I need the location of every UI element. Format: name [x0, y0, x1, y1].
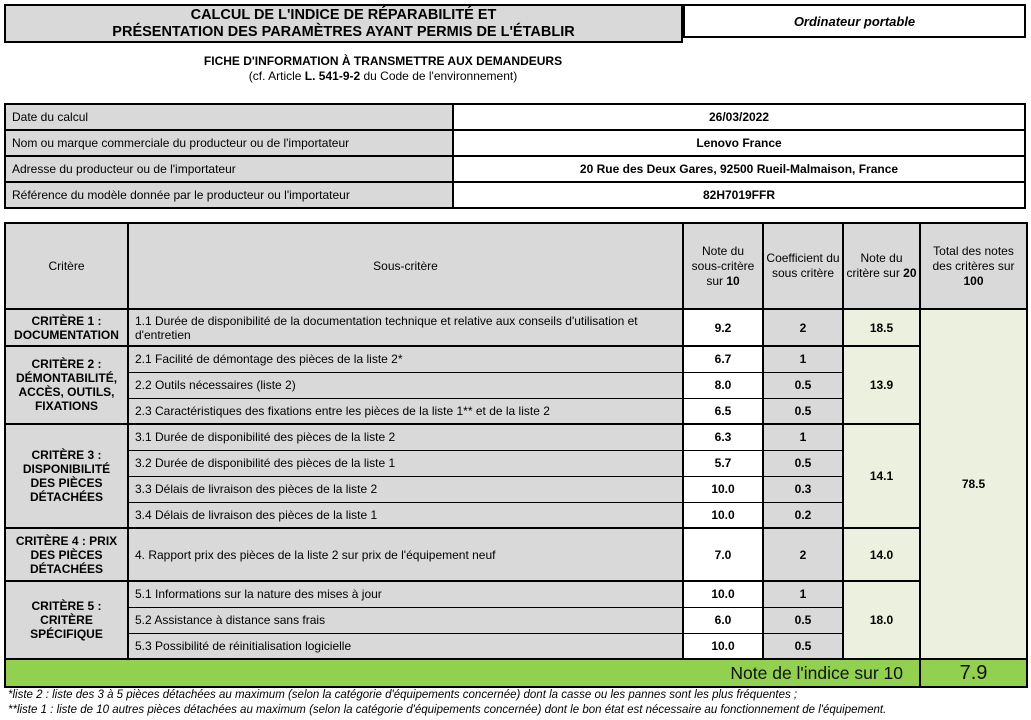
- subcriterion-3-1-label: 3.1 Durée de disponibilité des pièces de la liste 2: [128, 424, 683, 450]
- total-notes-cell: 78.5: [920, 309, 1027, 659]
- subcriterion-3-1-coef: 1: [763, 424, 843, 450]
- info-value-brand: Lenovo France: [453, 130, 1025, 156]
- criterion-2-note20: 13.9: [843, 346, 920, 424]
- subcriterion-5-3-coef: 0.5: [763, 633, 843, 659]
- subcriterion-5-2-label: 5.2 Assistance à distance sans frais: [128, 607, 683, 633]
- criterion-5-note20: 18.0: [843, 581, 920, 659]
- header-note10-value: 10: [726, 273, 740, 288]
- score-table: [4, 222, 1028, 688]
- criterion-3-note20: 14.1: [843, 424, 920, 528]
- header-sous-critere: Sous-critère: [128, 223, 683, 309]
- subcriterion-2-1-label: 2.1 Facilité de démontage des pièces de la liste 2*: [128, 346, 683, 372]
- header-total: [920, 223, 1027, 309]
- subcriterion-4-label: 4. Rapport prix des pièces de la liste 2 sur prix de l'équipement neuf: [128, 528, 683, 581]
- info-row-brand: [5, 130, 1025, 156]
- subcriterion-2-1-coef: 1: [763, 346, 843, 372]
- info-label-address: Adresse du producteur ou de l'importateur: [5, 156, 453, 182]
- criterion-2-label: CRITÈRE 2 : DÉMONTABILITÉ, ACCÈS, OUTILS, FIXATIONS: [5, 346, 128, 424]
- info-value-address: 20 Rue des Deux Gares, 92500 Rueil-Malmaison, France: [453, 156, 1025, 182]
- info-label-brand: Nom ou marque commerciale du producteur ou de l'importateur: [5, 130, 453, 156]
- subcriterion-1-1-label: 1.1 Durée de disponibilité de la documentation technique et relative aux conseils d'utilisation et d'entretien: [128, 309, 683, 346]
- subcriterion-3-4-label: 3.4 Délais de livraison des pièces de la liste 1: [128, 502, 683, 528]
- subcriterion-3-3-coef: 0.3: [763, 476, 843, 502]
- subcriterion-4-coef: 2: [763, 528, 843, 581]
- info-label-date: Date du calcul: [5, 104, 453, 130]
- subcriterion-2-2-note: 8.0: [683, 372, 763, 398]
- header-note20-text: Note du critère sur: [846, 251, 904, 280]
- subcriterion-3-2-note: 5.7: [683, 450, 763, 476]
- criterion-5-label: CRITÈRE 5 : CRITÈRE SPÉCIFIQUE: [5, 581, 128, 659]
- subcriterion-5-2-note: 6.0: [683, 607, 763, 633]
- info-row-date: [5, 104, 1025, 130]
- subtitle-line2: [0, 69, 766, 84]
- subcriterion-5-3-note: 10.0: [683, 633, 763, 659]
- subcriterion-3-3-note: 10.0: [683, 476, 763, 502]
- subcriterion-3-4-note: 10.0: [683, 502, 763, 528]
- document-title: [4, 4, 683, 43]
- subcriterion-3-1-note: 6.3: [683, 424, 763, 450]
- criterion-3-label: CRITÈRE 3 : DISPONIBILITÉ DES PIÈCES DÉTACHÉES: [5, 424, 128, 528]
- criterion-1-label: CRITÈRE 1 : DOCUMENTATION: [5, 309, 128, 346]
- row-4: [5, 528, 1027, 581]
- row-3-1: [5, 424, 1027, 450]
- footnote-liste1: **liste 1 : liste de 10 autres pièces détachées au maximum (selon la catégorie d'équipements concernée) dont le bon état est nécessaire au fonctionnement de l'équipement.: [8, 704, 887, 716]
- subcriterion-2-1-note: 6.7: [683, 346, 763, 372]
- header-note10: [683, 223, 763, 309]
- header-total-value: 100: [963, 273, 984, 288]
- header-critere: Critère: [5, 223, 128, 309]
- row-2-1: [5, 346, 1027, 372]
- subtitle-line1: FICHE D'INFORMATION À TRANSMETTRE AUX DEMANDEURS: [203, 54, 563, 68]
- subcriterion-2-3-label: 2.3 Caractéristiques des fixations entre les pièces de la liste 1** et de la liste 2: [128, 398, 683, 424]
- subcriterion-5-1-coef: 1: [763, 581, 843, 607]
- header-coefficient: Coefficient du sous critère: [763, 223, 843, 309]
- header-note10-text: Note du sous-critère sur: [691, 243, 755, 288]
- subcriterion-5-1-note: 10.0: [683, 581, 763, 607]
- document-subtitle: [0, 54, 766, 84]
- criterion-4-label: CRITÈRE 4 : PRIX DES PIÈCES DÉTACHÉES: [5, 528, 128, 581]
- subcriterion-3-3-label: 3.3 Délais de livraison des pièces de la liste 2: [128, 476, 683, 502]
- subcriterion-5-2-coef: 0.5: [763, 607, 843, 633]
- criterion-1-note20: 18.5: [843, 309, 920, 346]
- score-table-header-row: [5, 223, 1027, 309]
- subcriterion-3-2-coef: 0.5: [763, 450, 843, 476]
- subcriterion-2-2-label: 2.2 Outils nécessaires (liste 2): [128, 372, 683, 398]
- subcriterion-2-2-coef: 0.5: [763, 372, 843, 398]
- info-label-model: Référence du modèle donnée par le producteur ou l'importateur: [5, 182, 453, 208]
- info-row-address: [5, 156, 1025, 182]
- final-index-row: [5, 659, 1027, 687]
- subcriterion-5-3-label: 5.3 Possibilité de réinitialisation logicielle: [128, 633, 683, 659]
- subcriterion-3-4-coef: 0.2: [763, 502, 843, 528]
- subcriterion-5-1-label: 5.1 Informations sur la nature des mises à jour: [128, 581, 683, 607]
- device-type-box: [683, 4, 1026, 38]
- producer-info-table: [4, 103, 1026, 209]
- subcriterion-2-3-coef: 0.5: [763, 398, 843, 424]
- header-note20-value: 20: [903, 266, 917, 280]
- footnote-liste2: *liste 2 : liste des 3 à 5 pièces détachées au maximum (selon la catégorie d'équipements concernée) dont la casse ou les pannes sont les plus fréquentes ;: [8, 689, 798, 701]
- header-note20: [843, 223, 920, 309]
- footnotes: [8, 688, 1028, 718]
- subtitle-ref-suffix: du Code de l'environnement): [360, 69, 518, 83]
- subcriterion-3-2-label: 3.2 Durée de disponibilité des pièces de la liste 1: [128, 450, 683, 476]
- device-type-label: Ordinateur portable: [793, 13, 916, 29]
- info-value-model: 82H7019FFR: [453, 182, 1025, 208]
- subcriterion-4-note: 7.0: [683, 528, 763, 581]
- final-index-label: Note de l'indice sur 10: [5, 659, 920, 687]
- row-1-1: [5, 309, 1027, 346]
- subcriterion-1-1-note: 9.2: [683, 309, 763, 346]
- row-5-1: [5, 581, 1027, 607]
- criterion-4-note20: 14.0: [843, 528, 920, 581]
- info-value-date: 26/03/2022: [453, 104, 1025, 130]
- subtitle-ref-prefix: (cf. Article: [248, 69, 305, 83]
- document-title-line1: CALCUL DE L'INDICE DE RÉPARABILITÉ ET: [190, 6, 497, 23]
- final-index-score: 7.9: [920, 659, 1027, 687]
- subcriterion-1-1-coef: 2: [763, 309, 843, 346]
- subcriterion-2-3-note: 6.5: [683, 398, 763, 424]
- document-title-line2: PRÉSENTATION DES PARAMÈTRES AYANT PERMIS DE L'ÉTABLIR: [112, 23, 575, 40]
- subtitle-article-ref: L. 541-9-2: [304, 69, 361, 83]
- info-row-model: [5, 182, 1025, 208]
- header-total-text: Total des notes des critères sur: [932, 243, 1015, 273]
